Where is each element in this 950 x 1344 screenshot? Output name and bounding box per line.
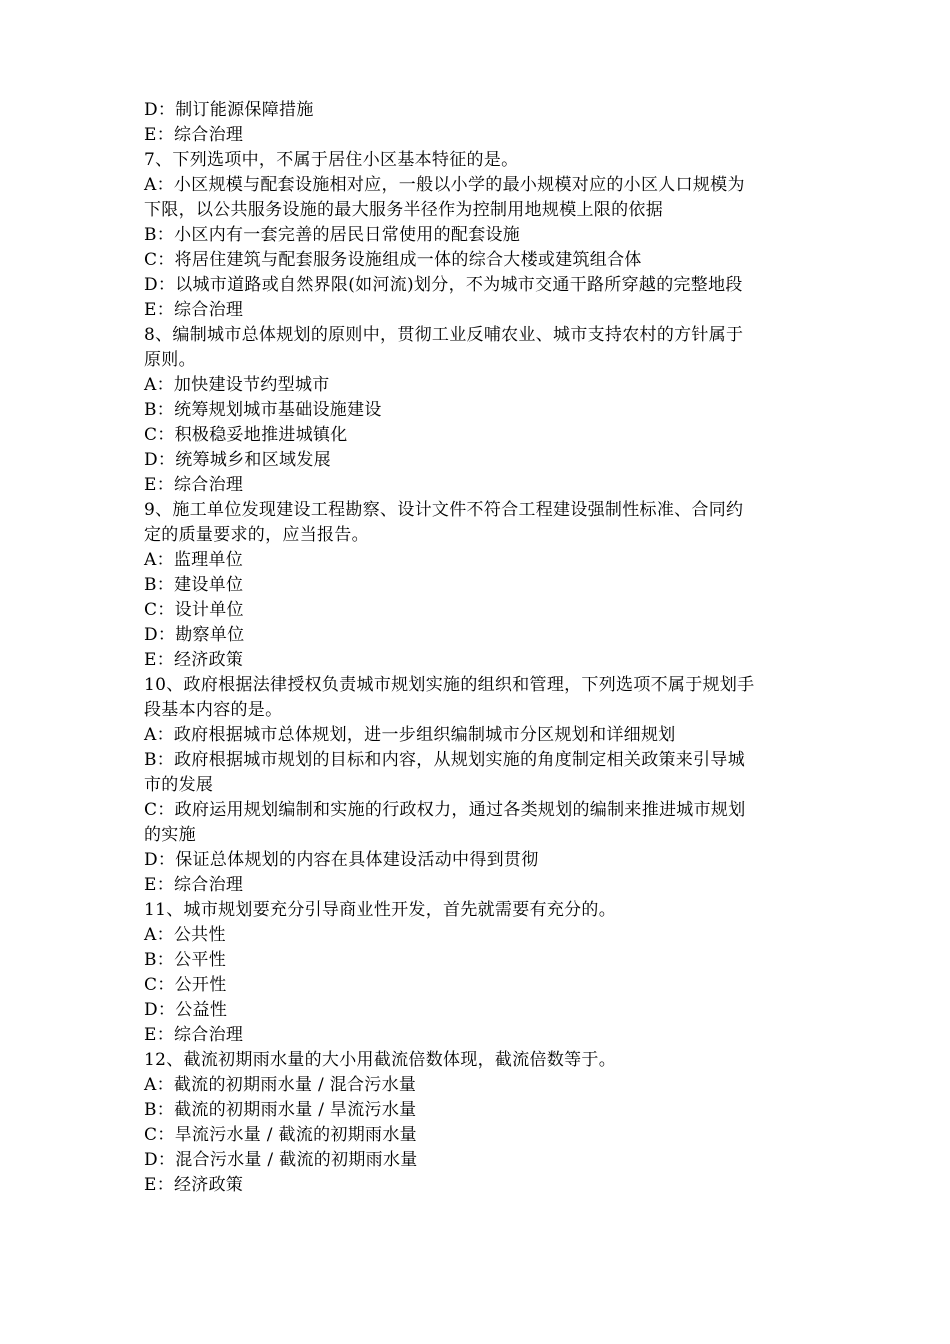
text-line: 9、施工单位发现建设工程勘察、设计文件不符合工程建设强制性标准、合同约 <box>144 500 744 520</box>
text-line: D：勘察单位 <box>144 625 245 645</box>
text-line: C：设计单位 <box>144 600 244 620</box>
text-line: D：公益性 <box>144 1000 228 1020</box>
text-line: 市的发展 <box>144 775 214 795</box>
text-line: E：综合治理 <box>144 125 244 145</box>
text-line: D：统筹城乡和区域发展 <box>144 450 331 470</box>
text-line: B：统筹规划城市基础设施建设 <box>144 400 382 420</box>
text-line: 11、城市规划要充分引导商业性开发，首先就需要有充分的。 <box>144 900 617 920</box>
text-line: B：政府根据城市规划的目标和内容，从规划实施的角度制定相关政策来引导城 <box>144 750 745 770</box>
text-line: 12、截流初期雨水量的大小用截流倍数体现，截流倍数等于。 <box>144 1050 617 1070</box>
text-line: A：截流的初期雨水量 / 混合污水量 <box>144 1075 417 1095</box>
text-line: C：旱流污水量 / 截流的初期雨水量 <box>144 1125 417 1145</box>
text-line: 原则。 <box>144 350 196 370</box>
text-line: A：加快建设节约型城市 <box>144 375 330 395</box>
text-line: A：监理单位 <box>144 550 244 570</box>
text-line: 定的质量要求的，应当报告。 <box>144 525 369 545</box>
text-line: E：综合治理 <box>144 300 244 320</box>
text-line: B：建设单位 <box>144 575 244 595</box>
text-line: 段基本内容的是。 <box>144 700 283 720</box>
text-line: C：积极稳妥地推进城镇化 <box>144 425 348 445</box>
document-body <box>144 98 812 1198</box>
text-line: 下限，以公共服务设施的最大服务半径作为控制用地规模上限的依据 <box>144 200 663 220</box>
text-line: D：制订能源保障措施 <box>144 100 314 120</box>
text-line: C：将居住建筑与配套服务设施组成一体的综合大楼或建筑组合体 <box>144 250 642 270</box>
text-line: 的实施 <box>144 825 196 845</box>
text-line: 10、政府根据法律授权负责城市规划实施的组织和管理，下列选项不属于规划手 <box>144 675 755 695</box>
text-line: 7、下列选项中，不属于居住小区基本特征的是。 <box>144 150 519 170</box>
text-line: D：保证总体规划的内容在具体建设活动中得到贯彻 <box>144 850 539 870</box>
text-line: B：小区内有一套完善的居民日常使用的配套设施 <box>144 225 521 245</box>
text-line: C：政府运用规划编制和实施的行政权力，通过各类规划的编制来推进城市规划 <box>144 800 746 820</box>
text-line: E：综合治理 <box>144 475 244 495</box>
text-line: E：综合治理 <box>144 1025 244 1045</box>
text-line: B：截流的初期雨水量 / 旱流污水量 <box>144 1100 417 1120</box>
text-line: 8、编制城市总体规划的原则中，贯彻工业反哺农业、城市支持农村的方针属于 <box>144 325 744 345</box>
text-line: B：公平性 <box>144 950 226 970</box>
text-line: A：公共性 <box>144 925 226 945</box>
text-line: C：公开性 <box>144 975 227 995</box>
text-line: E：经济政策 <box>144 1175 244 1195</box>
text-line: D：混合污水量 / 截流的初期雨水量 <box>144 1150 418 1170</box>
text-line: E：经济政策 <box>144 650 244 670</box>
text-line: D：以城市道路或自然界限(如河流)划分，不为城市交通干路所穿越的完整地段 <box>144 275 743 295</box>
text-line: A：政府根据城市总体规划，进一步组织编制城市分区规划和详细规划 <box>144 725 676 745</box>
text-line: E：综合治理 <box>144 875 244 895</box>
text-line: A：小区规模与配套设施相对应，一般以小学的最小规模对应的小区人口规模为 <box>144 175 745 195</box>
